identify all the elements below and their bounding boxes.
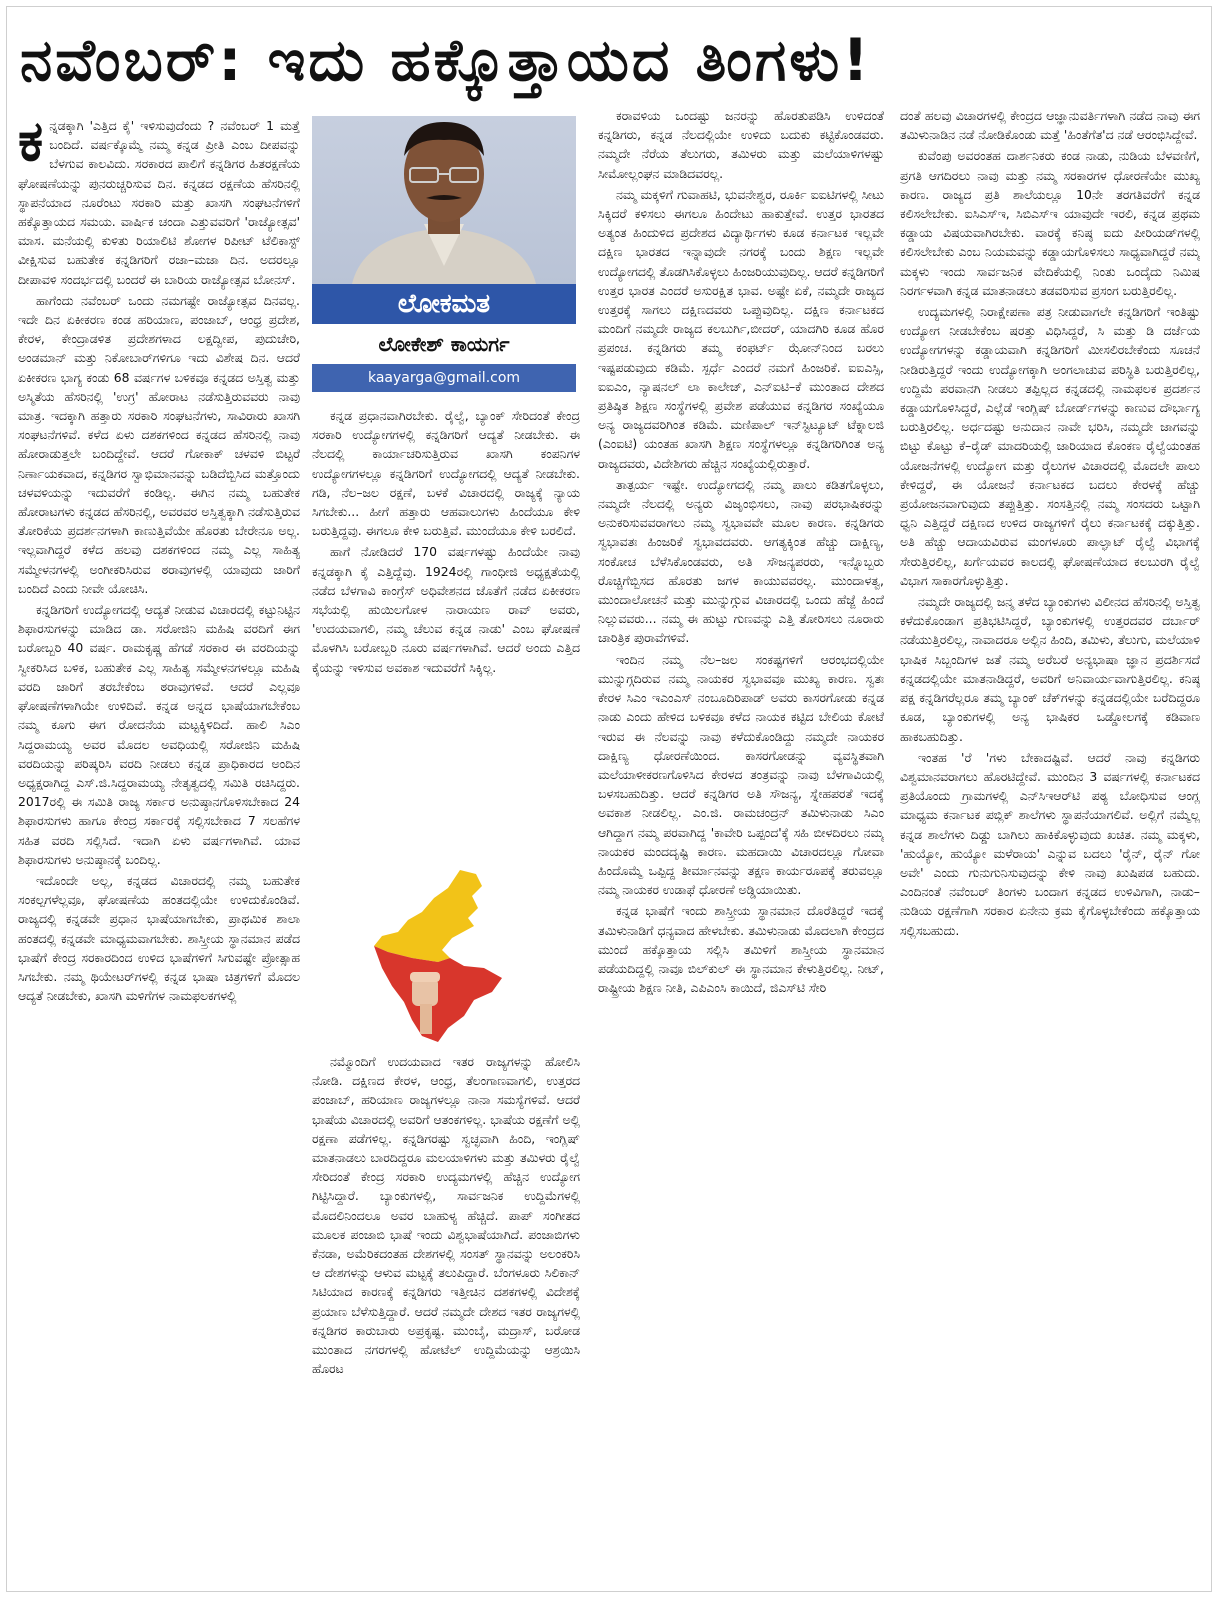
article-column-3 [598, 106, 884, 1590]
paragraph: ಕುವೆಂಪು ಅವರಂತಹ ದಾರ್ಶನಿಕರು ಕಂಡ ನಾಡು, ನುಡಿಯ ಬೆಳವಣಿಗೆ, ಪ್ರಗತಿ ಆಗದಿರಲು ನಾವು ಮತ್ತು ನಮ್ಮ ಸರಕಾರಗಳ ಧೋರಣೆಯೇ ಮುಖ್ಯ ಕಾರಣ. ರಾಜ್ಯದ ಪ್ರತಿ ಶಾಲೆಯಲ್ಲೂ 10ನೇ ತರಗತಿವರೆಗೆ ಕನ್ನಡ ಕಲಿಸಲೇಬೇಕು. ಐಸಿಎಸ್‌ಇ, ಸಿಬಿಎಸ್‌ಇ ಯಾವುದೇ ಇರಲಿ, ಕನ್ನಡ ಪ್ರಥಮ ಕಡ್ಡಾಯ ವಿಷಯವಾಗಿರಬೇಕು. ವಾರಕ್ಕೆ ಕನಿಷ್ಠ ಐದು ಪೀರಿಯಡ್‌ಗಳಲ್ಲಿ ಕಲಿಸಲೇಬೇಕು ಎಂಬ ನಿಯಮವನ್ನು ಕಡ್ಡಾಯಗೊಳಿಸಲು ಸಾಧ್ಯವಾಗಿದ್ದರೆ ನಮ್ಮ ಮಕ್ಕಳು ಇಂದು ಸಾರ್ವಜನಿಕ ವೇದಿಕೆಯಲ್ಲಿ ನಿಂತು ಒಂದೈದು ನಿಮಿಷ ನಿರರ್ಗಳವಾಗಿ ಕನ್ನಡ ಮಾತನಾಡಲು ತಡವರಿಸುವ ಪ್ರಸಂಗ ಬರುತ್ತಿರಲಿಲ್ಲ. [900, 148, 1200, 298]
author-email: kaayarga@gmail.com [312, 364, 576, 392]
paragraph: ನಮ್ಮ ಮಕ್ಕಳಿಗೆ ಗುವಾಹಟಿ, ಭುವನೇಶ್ವರ, ರೂರ್ಕಿ ಐಐಟಿಗಳಲ್ಲಿ ಸೀಟು ಸಿಕ್ಕಿದರೆ ಕಳಿಸಲು ಈಗಲೂ ಹಿಂದೇಟು ಹಾಕುತ್ತೇವೆ. ಉತ್ತರ ಭಾರತದ ಅತ್ಯಂತ ಹಿಂದುಳಿದ ಪ್ರದೇಶದ ವಿದ್ಯಾರ್ಥಿಗಳು ಕೂಡ ಕರ್ನಾಟಕ ಇಲ್ಲವೇ ದಕ್ಷಿಣ ಭಾರತದ ಇನ್ನಾವುದೇ ನಗರಕ್ಕೆ ಬಂದು ಶಿಕ್ಷಣ ಇಲ್ಲವೇ ಉದ್ಯೋಗದಲ್ಲಿ ತೊಡಗಿಸಿಕೊಳ್ಳಲು ಹಿಂಜರಿಯುವುದಿಲ್ಲ. ಆದರೆ ಕನ್ನಡಿಗರಿಗೆ ಉತ್ತರ ಭಾರತ ಎಂದರೆ ಅಸುರಕ್ಷಿತ ಭಾವ. ಅಷ್ಟೇ ಏಕೆ, ನಮ್ಮದೇ ರಾಜ್ಯದ ಉತ್ತರಕ್ಕೆ ಸಾಗಲು ದಕ್ಷಿಣದವರು ಒಪ್ಪುವುದಿಲ್ಲ. ದಕ್ಷಿಣ ಕರ್ನಾಟಕದ ಮಂದಿಗೆ ನಮ್ಮದೇ ರಾಜ್ಯದ ಕಲಬುರ್ಗಿ,ಬೀದರ್, ಯಾದಗಿರಿ ಕೂಡ ಹೊರ ಪ್ರಪಂಚ. ಕನ್ನಡಿಗರು ತಮ್ಮ ಕಂಫರ್ಟ್ ಝೋನ್‌ನಿಂದ ಬರಲು ಇಷ್ಟಪಡುವುದು ಕಡಿಮೆ. ಸ್ಪರ್ಧೆ ಎಂದರೆ ನಮಗೆ ಹಿಂಜರಿಕೆ. ಐಐಎಸ್ಸಿ, ಐಐಎಂ, ನ್ಯಾಷನಲ್ ಲಾ ಕಾಲೇಜ್, ಎನ್‌ಐಟಿ–ಕೆ ಮುಂತಾದ ದೇಶದ ಪ್ರತಿಷ್ಠಿತ ಶಿಕ್ಷಣ ಸಂಸ್ಥೆಗಳಲ್ಲಿ ಪ್ರವೇಶ ಪಡೆಯುವ ಕನ್ನಡಿಗರ ಸಂಖ್ಯೆಯೂ ಅನ್ಯ ರಾಜ್ಯದವರಿಗಿಂತ ಕಡಿಮೆ. ಮಣಿಪಾಲ್ ಇನ್‌ಸ್ಟಿಟ್ಯೂಟ್ ಟೆಕ್ನಾಲಜಿ (ಎಂಐಟಿ) ಯಂತಹ ಖಾಸಗಿ ಶಿಕ್ಷಣ ಸಂಸ್ಥೆಗಳಲ್ಲೂ ಕನ್ನಡಿಗರಿಗಿಂತ ಅನ್ಯ ರಾಜ್ಯದವರು, ವಿದೇಶಿಗರು ಹೆಚ್ಚಿನ ಸಂಖ್ಯೆಯಲ್ಲಿರುತ್ತಾರೆ. [598, 186, 884, 471]
paragraph: ಕನ್ನಡ ಭಾಷೆಗೆ ಇಂದು ಶಾಸ್ತ್ರೀಯ ಸ್ಥಾನಮಾನ ದೊರೆತಿದ್ದರೆ ಇದಕ್ಕೆ ತಮಿಳುನಾಡಿಗೆ ಧನ್ಯವಾದ ಹೇಳಬೇಕು. ತಮಿಳುನಾಡು ಮೊದಲಾಗಿ ಕೇಂದ್ರದ ಮುಂದೆ ಹಕ್ಕೊತ್ತಾಯ ಸಲ್ಲಿಸಿ ತಮಿಳಿಗೆ ಶಾಸ್ತ್ರೀಯ ಸ್ಥಾನಮಾನ ಪಡೆಯದಿದ್ದಲ್ಲಿ ನಾವೂ ಬಿಲ್‌ಕುಲ್ ಈ ಸ್ಥಾನಮಾನ ಕೇಳುತ್ತಿರಲಿಲ್ಲ. ನೀಟ್, ರಾಷ್ಟ್ರೀಯ ಶಿಕ್ಷಣ ನೀತಿ, ಎಪಿಎಂಸಿ ಕಾಯಿದೆ, ಜಿಎಸ್‌ಟಿ ಸೇರಿ [598, 903, 884, 996]
author-name: ಲೋಕೇಶ್ ಕಾಯರ್ಗ [312, 324, 576, 364]
paragraph: ತಾತ್ಪರ್ಯ ಇಷ್ಟೇ. ಉದ್ಯೋಗದಲ್ಲಿ ನಮ್ಮ ಪಾಲು ಕಡಿತಗೊಳ್ಳಲು, ನಮ್ಮದೇ ನೆಲದಲ್ಲಿ ಅನ್ಯರು ವಿಜೃಂಭಿಸಲು, ನಾವು ಪರಭಾಷಿಕರನ್ನು ಅನುಕರಿಸುವವರಾಗಲು ನಮ್ಮ ಸ್ವಭಾವವೇ ಮೂಲ ಕಾರಣ. ಕನ್ನಡಿಗರು ಸ್ವಭಾವತಃ ಹಿಂಜರಿಕೆ ಸ್ವಭಾವದವರು. ಆಗತ್ಯಕ್ಕಿಂತ ಹೆಚ್ಚು ದಾಕ್ಷಿಣ್ಯ, ಸಂಕೋಚ ಬೆಳೆಸಿಕೊಂಡವರು, ಅತಿ ಸೌಜನ್ಯಪರರು, ಇನ್ನೊಬ್ಬರು ರೊಚ್ಚಿಗೆಬ್ಬಿಸದ ಹೊರತು ಜಗಳ ಕಾಯುವವರಲ್ಲ. ಮುಂದಾಳತ್ವ, ಮುಂದಾಲೋಚನೆ ಮತ್ತು ಮುನ್ನುಗ್ಗುವ ವಿಚಾರದಲ್ಲಿ ಒಂದು ಹೆಜ್ಜೆ ಹಿಂದೆ ನಿಲ್ಲುವವರು... ನಮ್ಮ ಈ ಹುಟ್ಟು ಗುಣವನ್ನು ಎತ್ತಿ ತೋರಿಸಲು ನೂರಾರು ಚಾರಿತ್ರಿಕ ಪುರಾವೆಗಳಿವೆ. [598, 476, 884, 646]
paragraph: ಉದ್ಯಮಗಳಲ್ಲಿ ನಿರಾಕ್ಷೇಪಣಾ ಪತ್ರ ನೀಡುವಾಗಲೇ ಕನ್ನಡಿಗರಿಗೆ ಇಂತಿಷ್ಟು ಉದ್ಯೋಗ ನೀಡಬೇಕೆಂಬ ಷರತ್ತು ವಿಧಿಸಿದ್ದರೆ, ಸಿ ಮತ್ತು ಡಿ ದರ್ಜೆಯ ಉದ್ಯೋಗಗಳನ್ನು ಕಡ್ಡಾಯವಾಗಿ ಕನ್ನಡಿಗರಿಗೆ ಮೀಸಲಿರಬೇಕೆಂದು ಸೂಚನೆ ನೀಡಿರುತ್ತಿದ್ದರೆ ಇಂದು ಉದ್ಯೋಗಕ್ಕಾಗಿ ಅಂಗಲಾಚುವ ಪರಿಸ್ಥಿತಿ ಬರುತ್ತಿರಲಿಲ್ಲ, ಉದ್ದಿಮೆ ಪರವಾನಗಿ ನೀಡಲು ತಪ್ಪಿಲ್ಲದ ಕನ್ನಡದಲ್ಲಿ ನಾಮಫಲಕ ಪ್ರದರ್ಶನ ಕಡ್ಡಾಯಗೊಳಿಸಿದ್ದರೆ, ಎಲ್ಲೆಡೆ ಇಂಗ್ಲಿಷ್ ಬೋರ್ಡ್‌ಗಳನ್ನು ಕಾಣುವ ದೌರ್ಭಾಗ್ಯ ಬರುತ್ತಿರಲಿಲ್ಲ. ಅರ್ಧದಷ್ಟು ಅನುದಾನ ನಾವೇ ಭರಿಸಿ, ನಮ್ಮದೇ ಜಾಗವನ್ನು ಬಿಟ್ಟು ಕೊಟ್ಟು ಕೆ–ರೈಡ್ ಮಾದರಿಯಲ್ಲಿ ಜಾರಿಯಾದ ಕೊಂಕಣ ರೈಲ್ವೆಯಂತಹ ಯೋಜನೆಗಳಲ್ಲಿ ಉದ್ಯೋಗ ಮತ್ತು ರೈಲುಗಳ ವಿಚಾರದಲ್ಲಿ ಮೊದಲೇ ಪಾಲು ಕೇಳಿದ್ದರೆ, ಈ ಯೋಜನೆ ಕರ್ನಾಟಕದ ಬದಲು ಕೇರಳಕ್ಕೆ ಹೆಚ್ಚು ಪ್ರಯೋಜನವಾಗುವುದು ತಪ್ಪುತ್ತಿತ್ತು. ಸಂಸತ್ತಿನಲ್ಲಿ ನಮ್ಮ ಸಂಸದರು ಒಟ್ಟಾಗಿ ಧ್ವನಿ ಎತ್ತಿದ್ದರೆ ದಕ್ಷಿಣದ ಉಳಿದ ರಾಜ್ಯಗಳಿಗೆ ರೈಲು ಕರ್ನಾಟಕಕ್ಕೆ ದಕ್ಕುತ್ತಿತ್ತು. ಅತಿ ಹೆಚ್ಚು ಆದಾಯವಿರುವ ಮಂಗಳೂರು ಪಾಲ್ಘಾಟ್ ರೈಲ್ವೆ ವಿಭಾಗಕ್ಕೆ ಸೇರುತ್ತಿರಲಿಲ್ಲ, ಖರ್ಗೆಯವರ ಕಾಲದಲ್ಲಿ ಘೋಷಣೆಯಾದ ಕಲಬುರಗಿ ರೈಲ್ವೆ ವಿಭಾಗ ಸಾಕಾರಗೊಳ್ಳುತ್ತಿತ್ತು. [900, 304, 1200, 588]
dropcap: ಕ [18, 116, 44, 174]
article-column-1 [18, 116, 300, 1590]
paragraph: ಇಂದಿನ ನಮ್ಮ ನೆಲ–ಜಲ ಸಂಕಷ್ಟಗಳಿಗೆ ಆರಂಭದಲ್ಲಿಯೇ ಮುನ್ನುಗ್ಗದಿರುವ ನಮ್ಮ ನಾಯಕರ ಸ್ವಭಾವವೂ ಮುಖ್ಯ ಕಾರಣ. ಸ್ವತಃ ಕೇರಳ ಸಿಎಂ ಇಎಂಎಸ್ ನಂಬೂದಿರಿಪಾಡ್ ಅವರು ಕಾಸರಗೋಡು ಕನ್ನಡ ನಾಡು ಎಂದು ಹೇಳಿದ ಬಳಿಕವೂ ಕಳೆದ ನಾಯಕ ಕಟ್ಟಿದ ಬೇಲಿಯ ಕೋಟೆ ಇರುವ ಈ ನೆಲವನ್ನು ನಾವು ಕಳೆದುಕೊಂಡಿದ್ದು ನಮ್ಮದೇ ನಾಯಕರ ದಾಕ್ಷಿಣ್ಯ ಧೋರಣೆಯಿಂದ. ಕಾಸರಗೋಡನ್ನು ವ್ಯವಸ್ಥಿತವಾಗಿ ಮಲೆಯಾಳೀಕರಣಗೊಳಿಸಿದ ಕೇರಳದ ತಂತ್ರವನ್ನು ನಾವು ಬೆಳಗಾವಿಯಲ್ಲಿ ಬಳಸಬಹುದಿತ್ತು. ಆದರೆ ಕನ್ನಡಿಗರ ಅತಿ ಸೌಜನ್ಯ, ಸ್ನೇಹಪರತೆ ಇದಕ್ಕೆ ಅವಕಾಶ ನೀಡಲಿಲ್ಲ. ಎಂ.ಜಿ. ರಾಮಚಂದ್ರನ್ ತಮಿಳುನಾಡು ಸಿಎಂ ಆಗಿದ್ದಾಗ ನಮ್ಮ ಪರವಾಗಿದ್ದ 'ಕಾವೇರಿ ಒಪ್ಪಂದ'ಕ್ಕೆ ಸಹಿ ಬೀಳದಿರಲು ನಮ್ಮ ನಾಯಕರ ಮಂದದೃಷ್ಟಿ ಕಾರಣ. ಮಹದಾಯಿ ವಿಚಾರದಲ್ಲೂ ಗೋವಾ ಹಿಂದೊಮ್ಮೆ ಒಪ್ಪಿದ್ದ ತೀರ್ಮಾನವನ್ನು ತಕ್ಷಣ ಕಾರ್ಯರೂಪಕ್ಕೆ ತರುವಲ್ಲೂ ನಮ್ಮ ನಾಯಕರ ಉಡಾಫೆ ಧೋರಣೆ ಅಡ್ಡಿಯಾಯಿತು. [598, 651, 884, 898]
paragraph: ಹಾಗೆಂದು ನವೆಂಬರ್ ಒಂದು ನಮಗಷ್ಟೇ ರಾಜ್ಯೋತ್ಸವ ದಿನವಲ್ಲ. ಇದೇ ದಿನ ಏಕೀಕರಣ ಕಂಡ ಹರಿಯಾಣ, ಪಂಜಾಬ್, ಆಂಧ್ರ ಪ್ರದೇಶ, ಕೇರಳ, ಕೇಂದ್ರಾಡಳಿತ ಪ್ರದೇಶಗಳಾದ ಲಕ್ಷದ್ವೀಪ, ಪುದುಚೇರಿ, ಅಂಡಮಾನ್ ಮತ್ತು ನಿಕೋಬಾರ್‌ಗಳಿಗೂ ಇದು ವಿಶೇಷ ದಿನ. ಆದರೆ ಏಕೀಕರಣ ಭಾಗ್ಯ ಕಂಡು 68 ವರ್ಷಗಳ ಬಳಿಕವೂ ಕನ್ನಡದ ಅಸ್ತಿತ್ವ ಮತ್ತು ಅಸ್ಮಿತೆಯ ಹೆಸರಿನಲ್ಲಿ 'ಉಗ್ರ' ಹೋರಾಟ ನಡೆಸುತ್ತಿರುವವರು ನಾವು ಮಾತ್ರ. ಇದಕ್ಕಾಗಿ ಹತ್ತಾರು ಸರಕಾರಿ ಸಂಘಟನೆಗಳು, ಸಾವಿರಾರು ಖಾಸಗಿ ಸಂಘಟನೆಗಳಿವೆ. ಕಳೆದ ಏಳು ದಶಕಗಳಿಂದ ಕನ್ನಡದ ಹೆಸರಿನಲ್ಲಿ ನಾವು ಹೋರಾಡುತ್ತಲೇ ಬಂದಿದ್ದೇವೆ. ಆದರೆ ಗೋಕಾಕ್ ಚಳವಳಿ ಬಿಟ್ಟರೆ ನಿರ್ಣಾಯಕವಾದ, ಕನ್ನಡಿಗರ ಸ್ವಾಭಿಮಾನವನ್ನು ಬಡಿದೆಬ್ಬಿಸಿದ ಮತ್ತೊಂದು ಚಳವಳಿಯನ್ನು ಇದುವರೆಗೆ ಕಂಡಿಲ್ಲ. ಈಗಿನ ನಮ್ಮ ಬಹುತೇಕ ಹೋರಾಟಗಳು ಕನ್ನಡದ ಹೆಸರಿನಲ್ಲಿ, ಅವರವರ ಅಸ್ತಿತ್ವಕ್ಕಾಗಿ ನಡೆಸುತ್ತಿರುವ ತೋರಿಕೆಯ ಪ್ರದರ್ಶನಗಳಾಗಿ ಕಾಣುತ್ತಿವೆಯೇ ಹೊರತು ಬೇರೇನೂ ಅಲ್ಲ. ಇಲ್ಲವಾಗಿದ್ದರೆ ಕಳೆದ ಹಲವು ದಶಕಗಳಿಂದ ನಮ್ಮ ಎಲ್ಲ ಸಾಹಿತ್ಯ ಸಮ್ಮೇಳನಗಳಲ್ಲಿ ಅಂಗೀಕರಿಸಿರುವ ಠರಾವುಗಳಲ್ಲಿ ಯಾವುದು ಜಾರಿಗೆ ಬಂದಿದೆ ಎಂದು ನೀವೇ ಯೋಚಿಸಿ. [18, 292, 300, 596]
author-photo [312, 116, 576, 284]
article-column-2-upper [312, 406, 580, 854]
paragraph: ಇಂತಹ 'ರೆ 'ಗಳು ಬೇಕಾದಷ್ಟಿವೆ. ಆದರೆ ನಾವು ಕನ್ನಡಿಗರು ವಿಶ್ವಮಾನವರಾಗಲು ಹೊರಟಿದ್ದೇವೆ. ಮುಂದಿನ 3 ವರ್ಷಗಳಲ್ಲಿ ಕರ್ನಾಟಕದ ಪ್ರತಿಯೊಂದು ಗ್ರಾಮಗಳಲ್ಲಿ ಎನ್‌ಸಿಇಆರ್‌ಟಿ ಪಠ್ಯ ಬೋಧಿಸುವ ಆಂಗ್ಲ ಮಾಧ್ಯಮ ಕರ್ನಾಟಕ ಪಬ್ಲಿಕ್ ಶಾಲೆಗಳು ಸ್ಥಾಪನೆಯಾಗಲಿವೆ. ಅಲ್ಲಿಗೆ ನಮ್ಮೆಲ್ಲ ಕನ್ನಡ ಶಾಲೆಗಳು ದಿಢ್ಡು ಬಾಗಿಲು ಹಾಕಿಕೊಳ್ಳುವುದು ಖಚಿತ. ನಮ್ಮ ಮಕ್ಕಳು, 'ಹುಯ್ಯೋ, ಹುಯ್ಯೋ ಮಳೆರಾಯ' ಎನ್ನುವ ಬದಲು 'ರೈನ್, ರೈನ್ ಗೋ ಅವೇ' ಎಂದು ಗುನುಗುನಿಸುವುದನ್ನು ಕೇಳಿ ನಾವು ಖುಷಿಪಡ ಬಹುದು. ಎಂದಿನಂತೆ ನವೆಂಬರ್ ತಿಂಗಳು ಬಂದಾಗ ಕನ್ನಡದ ಉಳಿವಿಗಾಗಿ, ನಾಡು–ನುಡಿಯ ರಕ್ಷಣೆಗಾಗಿ ಸರಕಾರ ಏನೇನು ಕ್ರಮ ಕೈಗೊಳ್ಳಬೇಕೆಂದು ಹಕ್ಕೊತ್ತಾಯ ಸಲ್ಲಿಸಬಹುದು. [900, 749, 1200, 938]
paragraph: ಕನ್ನಡಿಗರಿಗೆ ಉದ್ಯೋಗದಲ್ಲಿ ಆದ್ಯತೆ ನೀಡುವ ವಿಚಾರದಲ್ಲಿ ಕಟ್ಟುನಿಟ್ಟಿನ ಶಿಫಾರಸುಗಳನ್ನು ಮಾಡಿದ ಡಾ. ಸರೋಜಿನಿ ಮಹಿಷಿ ವರದಿಗೆ ಈಗ ಬರೋಬ್ಬರಿ 40 ವರ್ಷ. ರಾಮಕೃಷ್ಣ ಹೆಗಡೆ ಸರಕಾರ ಈ ವರದಿಯನ್ನು ಸ್ವೀಕರಿಸಿದ ಬಳಿಕ, ಬಹುತೇಕ ಎಲ್ಲ ಸಾಹಿತ್ಯ ಸಮ್ಮೇಳನಗಳಲ್ಲೂ ಮಹಿಷಿ ವರದಿ ಜಾರಿಗೆ ತರಬೇಕೆಂಬ ಠರಾವುಗಳಿವೆ. ಆದರೆ ಎಲ್ಲವೂ ಘೋಷಣೆಗಳಾಗಿಯೇ ಉಳಿದಿವೆ. ಕನ್ನಡ ಅನ್ನದ ಭಾಷೆಯಾಗಬೇಕೆಂಬ ನಮ್ಮ ಕೂಗು ಈಗ ರೋದನೆಯ ಮಟ್ಟಕ್ಕಿಳಿದಿದೆ. ಹಾಲಿ ಸಿಎಂ ಸಿದ್ದರಾಮಯ್ಯ ಅವರ ಮೊದಲ ಅವಧಿಯಲ್ಲಿ ಸರೋಜಿನಿ ಮಹಿಷಿ ವರದಿಯನ್ನು ಪರಿಷ್ಕರಿಸಿ ವರದಿ ನೀಡಲು ಕನ್ನಡ ಪ್ರಾಧಿಕಾರದ ಅಂದಿನ ಅಧ್ಯಕ್ಷರಾಗಿದ್ದ ಎಸ್.ಜಿ.ಸಿದ್ದರಾಮಯ್ಯ ನೇತೃತ್ವದಲ್ಲಿ ಸಮಿತಿ ರಚಿಸಿದ್ದರು. 2017ರಲ್ಲಿ ಈ ಸಮಿತಿ ರಾಜ್ಯ ಸರ್ಕಾರ ಅನುಷ್ಠಾನಗೊಳಿಸಬೇಕಾದ 24 ಶಿಫಾರಸುಗಳು ಹಾಗೂ ಕೇಂದ್ರ ಸರ್ಕಾರಕ್ಕೆ ಸಲ್ಲಿಸಬೇಕಾದ 7 ಸಲಹೆಗಳ ಸಹಿತ ವರದಿ ಸಲ್ಲಿಸಿದೆ. ಇದಾಗಿ ಏಳು ವರ್ಷಗಳಾಗಿವೆ. ಯಾವ ಶಿಫಾರಸುಗಳು ಅನುಷ್ಠಾನಕ್ಕೆ ಬಂದಿಲ್ಲ. [18, 602, 300, 867]
paragraph: ಕರಾವಳಿಯ ಒಂದಷ್ಟು ಜನರನ್ನು ಹೊರತುಪಡಿಸಿ ಉಳಿದಂತೆ ಕನ್ನಡಿಗರು, ಕನ್ನಡ ನೆಲದಲ್ಲಿಯೇ ಉಳಿದು ಬದುಕು ಕಟ್ಟಿಕೊಂಡವರು. ನಮ್ಮದೇ ನೆರೆಯ ತೆಲುಗರು, ತಮಿಳರು ಮತ್ತು ಮಲೆಯಾಳಿಗಳಷ್ಟು ಸೀಮೋಲ್ಲಂಘನ ಮಾಡಿದವರಲ್ಲ. [598, 108, 884, 181]
paragraph: ಹಾಗೆ ನೋಡಿದರೆ 170 ವರ್ಷಗಳಷ್ಟು ಹಿಂದೆಯೇ ನಾವು ಕನ್ನಡಕ್ಕಾಗಿ ಕೈ ಎತ್ತಿದ್ದೆವು. 1924ರಲ್ಲಿ ಗಾಂಧೀಜಿ ಅಧ್ಯಕ್ಷತೆಯಲ್ಲಿ ನಡೆದ ಬೆಳಗಾವಿ ಕಾಂಗ್ರೆಸ್ ಅಧಿವೇಶನದ ಜೊತೆಗೆ ನಡೆದ ಏಕೀಕರಣ ಸಭೆಯಲ್ಲಿ ಹುಯಿಲಗೋಳ ನಾರಾಯಣ ರಾವ್ ಅವರು, 'ಉದಯವಾಗಲಿ, ನಮ್ಮ ಚೆಲುವ ಕನ್ನಡ ನಾಡು' ಎಂಬ ಘೋಷಣೆ ಮೊಳಗಿಸಿ ಬರೋಬ್ಬರಿ ನೂರು ವರ್ಷಗಳಾಗಿವೆ. ಆದರೆ ಅಂದು ಎತ್ತಿದ ಕೈಯನ್ನು ಇಳಿಸುವ ಅವಕಾಶ ಇದುವರೆಗೆ ಸಿಕ್ಕಿಲ್ಲ. [312, 544, 580, 675]
paragraph: ನಮ್ಮದೇ ರಾಜ್ಯದಲ್ಲಿ ಜನ್ಮ ತಳೆದ ಬ್ಯಾಂಕುಗಳು ವಿಲೀನದ ಹೆಸರಿನಲ್ಲಿ ಅಸ್ತಿತ್ವ ಕಳೆದುಕೊಂಡಾಗ ಪ್ರತಿಭಟಿಸಿದ್ದರೆ, ಬ್ಯಾಂಕುಗಳಲ್ಲಿ ಉತ್ತರದವರ ದರ್ಬಾರ್ ನಡೆಯುತ್ತಿರಲಿಲ್ಲ, ನಾವಾದರೂ ಅಲ್ಲಿನ ಹಿಂದಿ, ತಮಿಳು, ತೆಲುಗು, ಮಲೆಯಾಳಿ ಭಾಷಿಕ ಸಿಬ್ಬಂದಿಗಳ ಜತೆ ನಮ್ಮ ಅರೆಬರೆ ಅನ್ಯಭಾಷಾ ಜ್ಞಾನ ಪ್ರದರ್ಶಿಸದೆ ಕನ್ನಡದಲ್ಲಿಯೇ ಮಾತನಾಡಿದ್ದರೆ, ಅವರಿಗೆ ಅನಿವಾರ್ಯವಾಗುತ್ತಿರಲಿಲ್ಲ. ಕನಿಷ್ಠ ಪಕ್ಷ ಕನ್ನಡಿಗರೆಲ್ಲರೂ ತಮ್ಮ ಬ್ಯಾಂಕ್ ಚೆಕ್‌ಗಳನ್ನು ಕನ್ನಡದಲ್ಲಿಯೇ ಬರೆದಿದ್ದರೂ ಕೂಡ, ಬ್ಯಾಂಕುಗಳಲ್ಲಿ ಅನ್ಯ ಭಾಷಿಕರ ಒಡ್ಡೋಲಗಕ್ಕೆ ಕಡಿವಾಣ ಹಾಕಬಹುದಿತ್ತು. [900, 594, 1200, 744]
paragraph: ನಮ್ಮೊಂದಿಗೆ ಉದಯವಾದ ಇತರ ರಾಜ್ಯಗಳನ್ನು ಹೋಲಿಸಿ ನೋಡಿ. ದಕ್ಷಿಣದ ಕೇರಳ, ಆಂಧ್ರ, ತೆಲಂಗಾಣವಾಗಲಿ, ಉತ್ತರದ ಪಂಜಾಬ್, ಹರಿಯಾಣ ರಾಜ್ಯಗಳಲ್ಲೂ ನಾನಾ ಸಮಸ್ಯೆಗಳಿವೆ. ಆದರೆ ಭಾಷೆಯ ವಿಚಾರದಲ್ಲಿ ಅವರಿಗೆ ಆತಂಕಗಳಿಲ್ಲ. ಭಾಷೆಯ ರಕ್ಷಣೆಗೆ ಅಲ್ಲಿ ರಕ್ಷಣಾ ಪಡೆಗಳಿಲ್ಲ. ಕನ್ನಡಿಗರಷ್ಟು ಸ್ವಚ್ಛವಾಗಿ ಹಿಂದಿ, ಇಂಗ್ಲಿಷ್ ಮಾತನಾಡಲು ಬಾರದಿದ್ದರೂ ಮಲಯಾಳಿಗಳು ಮತ್ತು ತಮಿಳರು ರೈಲ್ವೆ ಸೇರಿದಂತೆ ಕೇಂದ್ರ ಸರಕಾರಿ ಉದ್ಯಮಗಳಲ್ಲಿ ಹೆಚ್ಚಿನ ಉದ್ಯೋಗ ಗಿಟ್ಟಿಸಿದ್ದಾರೆ. ಬ್ಯಾಂಕುಗಳಲ್ಲಿ, ಸಾರ್ವಜನಿಕ ಉದ್ದಿಮೆಗಳಲ್ಲಿ ಮೊದಲಿನಿಂದಲೂ ಅವರ ಬಾಹುಳ್ಯ ಹೆಚ್ಚಿದೆ. ಪಾಪ್ ಸಂಗೀತದ ಮೂಲಕ ಪಂಜಾಬಿ ಭಾಷೆ ಇಂದು ವಿಶ್ವಭಾಷೆಯಾಗಿದೆ. ಪಂಜಾಬಿಗಳು ಕೆನಡಾ, ಅಮೆರಿಕದಂತಹ ದೇಶಗಳಲ್ಲಿ ಸಂಸತ್ ಸ್ಥಾನವನ್ನು ಅಲಂಕರಿಸಿ ಆ ದೇಶಗಳನ್ನು ಆಳುವ ಮಟ್ಟಕ್ಕೆ ತಲುಪಿದ್ದಾರೆ. ಬೆಂಗಳೂರು ಸಿಲಿಕಾನ್ ಸಿಟಿಯಾದ ಕಾರಣಕ್ಕೆ ಕನ್ನಡಿಗರು ಇತ್ತೀಚಿನ ದಶಕಗಳಲ್ಲಿ ವಿದೇಶಕ್ಕೆ ಪ್ರಯಾಣ ಬೆಳೆಸುತ್ತಿದ್ದಾರೆ. ಆದರೆ ನಮ್ಮದೇ ದೇಶದ ಇತರ ರಾಜ್ಯಗಳಲ್ಲಿ ಕನ್ನಡಿಗರ ಕಾರುಬಾರು ಅಪ್ರಕೃಷ್ಟ. ಮುಂಬೈ, ಮದ್ರಾಸ್, ಬರೋಡ ಮುಂತಾದ ನಗರಗಳಲ್ಲಿ ಹೋಟೆಲ್ ಉದ್ದಿಮೆಯನ್ನು ಆಶ್ರಯಿಸಿ ಹೊರಟ [312, 1054, 580, 1377]
paragraph: ಕನ್ನಡ ಪ್ರಧಾನವಾಗಿರಬೇಕು. ರೈಲ್ವೆ, ಬ್ಯಾಂಕ್ ಸೇರಿದಂತೆ ಕೇಂದ್ರ ಸರಕಾರಿ ಉದ್ಯೋಗಗಳಲ್ಲಿ ಕನ್ನಡಿಗರಿಗೆ ಆದ್ಯತೆ ನೀಡಬೇಕು. ಈ ನೆಲದಲ್ಲಿ ಕಾರ್ಯಾಚರಿಸುತ್ತಿರುವ ಖಾಸಗಿ ಕಂಪನಿಗಳ ಉದ್ಯೋಗಗಳಲ್ಲೂ ಕನ್ನಡಿಗರಿಗೆ ಉದ್ಯೋಗದಲ್ಲಿ ಆದ್ಯತೆ ನೀಡಬೇಕು. ಗಡಿ, ನೆಲ–ಜಲ ರಕ್ಷಣೆ, ಬಳಕೆ ವಿಚಾರದಲ್ಲಿ ರಾಜ್ಯಕ್ಕೆ ನ್ಯಾಯ ಸಿಗಬೇಕು... ಹೀಗೆ ಹತ್ತಾರು ಆಹವಾಲುಗಳು ಹಿಂದೆಯೂ ಕೇಳಿ ಬರುತ್ತಿದ್ದವು. ಈಗಲೂ ಕೇಳಿ ಬರುತ್ತಿವೆ. ಮುಂದೆಯೂ ಕೇಳಿ ಬರಲಿದೆ. [312, 408, 580, 539]
article-column-2-lower [312, 1052, 580, 1590]
author-box [312, 116, 576, 392]
article-column-4 [900, 106, 1200, 1590]
paragraph: ಇದೊಂದೇ ಅಲ್ಲ, ಕನ್ನಡದ ವಿಚಾರದಲ್ಲಿ ನಮ್ಮ ಬಹುತೇಕ ಸಂಕಲ್ಪಗಳೆಲ್ಲವೂ, ಘೋಷಣೆಯ ಹಂತದಲ್ಲಿಯೇ ಉಳಿದುಕೊಂಡಿವೆ. ರಾಜ್ಯದಲ್ಲಿ ಕನ್ನಡವೇ ಪ್ರಧಾನ ಭಾಷೆಯಾಗಬೇಕು, ಪ್ರಾಥಮಿಕ ಶಾಲಾ ಹಂತದಲ್ಲಿ ಕನ್ನಡವೇ ಮಾಧ್ಯಮವಾಗಬೇಕು. ಶಾಸ್ತ್ರೀಯ ಸ್ಥಾನಮಾನ ಪಡೆದ ಭಾಷೆಗೆ ಕೇಂದ್ರ ಸರಕಾರದಿಂದ ಉಳಿದ ಭಾಷೆಗಳಿಗೆ ಸಿಗುವಷ್ಟೇ ಪ್ರೋತ್ಸಾಹ ಸಿಗಬೇಕು. ನಮ್ಮ ಥಿಯೇಟರ್‌ಗಳಲ್ಲಿ ಕನ್ನಡ ಭಾಷಾ ಚಿತ್ರಗಳಿಗೆ ಮೊದಲ ಆದ್ಯತೆ ನೀಡಬೇಕು, ಖಾಸಗಿ ಮಳಿಗೆಗಳ ನಾಮಫಲಕಗಳಲ್ಲಿ [18, 872, 300, 1004]
paragraph [18, 116, 300, 289]
paragraph: ದಂತೆ ಹಲವು ವಿಚಾರಗಳಲ್ಲಿ ಕೇಂದ್ರದ ಆಜ್ಞಾನುವರ್ತಿಗಳಾಗಿ ನಡೆದ ನಾವು ಈಗ ತಮಿಳುನಾಡಿನ ನಡೆ ನೋಡಿಕೊಂಡು ಮತ್ತೆ 'ಹಿಂತೆಗೆತ'ದ ನಡೆ ಆರಂಭಿಸಿದ್ದೇವೆ. [900, 108, 1200, 143]
karnataka-map-fist-icon [352, 866, 542, 1046]
headline: ನವೆಂಬರ್: ಇದು ಹಕ್ಕೊತ್ತಾಯದ ತಿಂಗಳು! [20, 26, 872, 94]
column-title-banner: ಲೋಕಮತ [312, 284, 576, 324]
paragraph-text: ನ್ನಡಕ್ಕಾಗಿ 'ಎತ್ತಿದ ಕೈ' ಇಳಿಸುವುದೆಂದು ? ನವೆಂಬರ್ 1 ಮತ್ತೆ ಬಂದಿದೆ. ವರ್ಷಕ್ಕೊಮ್ಮೆ ನಮ್ಮ ಕನ್ನಡ ಪ್ರೀತಿ ಎಂಬ ದೀಪವನ್ನು ಬೆಳಗುವ ಕಾಲವಿದು. ಸರಕಾರದ ಪಾಲಿಗೆ ಕನ್ನಡಿಗರ ಹಿತರಕ್ಷಣೆಯ ಘೋಷಣೆಯನ್ನು ಪುನರುಚ್ಚರಿಸುವ ದಿನ. ಕನ್ನಡದ ರಕ್ಷಣೆಯ ಹೆಸರಿನಲ್ಲಿ ಸ್ಥಾಪನೆಯಾದ ನೂರೆಂಟು ಸರಕಾರಿ ಮತ್ತು ಖಾಸಗಿ ಸಂಘಟನೆಗಳಿಗೆ ಹಕ್ಕೊತ್ತಾಯದ ಸಮಯ. ವಾರ್ಷಿಕ ಚಂದಾ ಎತ್ತುವವರಿಗೆ 'ರಾಜ್ಯೋತ್ಸವ' ಮಾಸ. ಮನೆಯಲ್ಲಿ ಕುಳಿತು ರಿಯಾಲಿಟಿ ಶೋಗಳ ರಿಪೀಟ್ ಟೆಲಿಕಾಸ್ಟ್ ವೀಕ್ಷಿಸುವ ಬಹುತೇಕ ಕನ್ನಡಿಗರಿಗೆ ರಜಾ–ಮಜಾ ದಿನ. ಅದರಲ್ಲೂ ದೀಪಾವಳಿ ಸಂದರ್ಭದಲ್ಲಿ ಬಂದರೆ ಈ ಬಾರಿಯ ರಾಜ್ಯೋತ್ಸವ ಬೋನಸ್. [18, 118, 300, 287]
author-portrait-icon [312, 116, 576, 284]
